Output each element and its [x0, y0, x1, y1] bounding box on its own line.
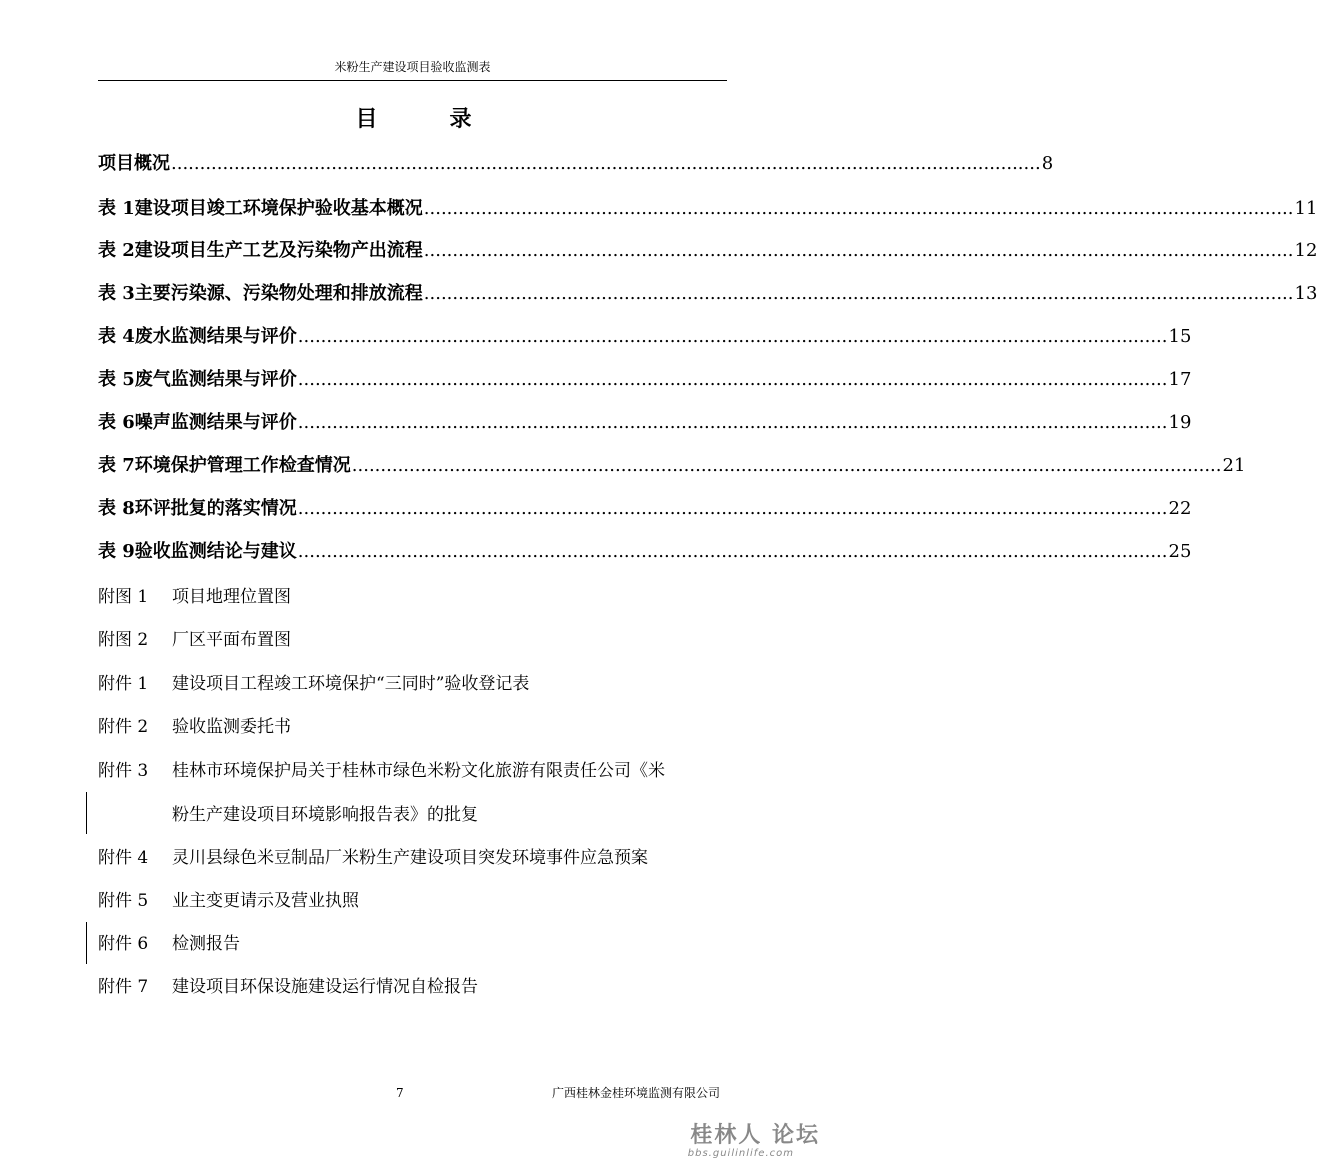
toc-entry[interactable]	[98, 278, 1317, 310]
toc-leader-dots: ........................................................................................................................................................	[351, 455, 1222, 476]
toc-entry-label: 项目概况	[98, 153, 170, 174]
toc-title-left: 目	[355, 106, 378, 132]
toc-entry[interactable]	[98, 321, 1192, 353]
toc-entry-page: 12	[1294, 240, 1317, 261]
toc-entry-label: 建设项目竣工环境保护验收基本概况	[134, 198, 423, 219]
attachment-label: 附图 2	[98, 630, 149, 650]
header-rule	[98, 80, 727, 81]
attachment-text: 桂林市环境保护局关于桂林市绿色米粉文化旅游有限责任公司《米	[172, 761, 665, 781]
toc-leader-dots: ........................................................................................................................................................	[423, 198, 1294, 219]
toc-entry-number: 表 8	[98, 498, 135, 519]
toc-leader-dots: ........................................................................................................................................................	[297, 541, 1168, 562]
attachment-text-continued: 粉生产建设项目环境影响报告表》的批复	[172, 805, 478, 825]
toc-entry-label: 环境保护管理工作检查情况	[134, 455, 351, 476]
toc-entry-label: 噪声监测结果与评价	[134, 412, 297, 433]
toc-entry[interactable]	[98, 493, 1192, 525]
toc-entry[interactable]	[98, 364, 1192, 396]
attachment-text: 建设项目工程竣工环境保护“三同时”验收登记表	[172, 674, 530, 694]
toc-entry-page: 22	[1168, 498, 1192, 519]
attachment-text: 建设项目环保设施建设运行情况自检报告	[172, 977, 478, 997]
toc-entry-page: 21	[1222, 455, 1246, 476]
attachment-item	[98, 712, 738, 742]
attachment-label: 附件 3	[98, 761, 149, 781]
attachment-text: 项目地理位置图	[172, 587, 291, 607]
attachment-text: 验收监测委托书	[172, 717, 291, 737]
toc-entry-number: 表 7	[98, 455, 135, 476]
toc-entry-label: 废气监测结果与评价	[134, 369, 297, 390]
toc-leader-dots: ........................................................................................................................................................	[297, 498, 1168, 519]
attachment-item	[98, 582, 738, 612]
page-number: 7	[396, 1086, 404, 1100]
attachment-item	[98, 756, 738, 830]
toc-entry-label: 验收监测结论与建议	[134, 541, 297, 562]
toc-entry[interactable]	[98, 536, 1192, 568]
toc-entry-number: 表 2	[98, 240, 135, 261]
footer-company: 广西桂林金桂环境监测有限公司	[552, 1086, 721, 1100]
toc-entry-label: 建设项目生产工艺及污染物产出流程	[134, 240, 423, 261]
toc-entry-label: 环评批复的落实情况	[134, 498, 297, 519]
toc-entry[interactable]	[98, 407, 1192, 439]
revision-change-bar	[86, 922, 87, 964]
toc-entry-number: 表 9	[98, 541, 135, 562]
toc-entry-label: 主要污染源、污染物处理和排放流程	[134, 283, 423, 304]
toc-leader-dots: ........................................................................................................................................................	[423, 240, 1294, 261]
attachment-label: 附件 4	[98, 848, 149, 868]
attachment-item	[98, 929, 738, 959]
toc-entry-page: 25	[1168, 541, 1192, 562]
toc-entry-number: 表 6	[98, 412, 135, 433]
toc-entry-page: 17	[1168, 369, 1192, 390]
watermark-main: 桂林人 论坛	[690, 1123, 820, 1148]
toc-entry[interactable]	[98, 148, 1054, 180]
toc-entry-number: 表 3	[98, 283, 135, 304]
watermark-sub: bbs.guilinlife.com	[687, 1148, 794, 1159]
toc-entry-page: 15	[1168, 326, 1192, 347]
attachment-item	[98, 972, 738, 1002]
attachment-label: 附件 6	[98, 934, 149, 954]
toc-entry[interactable]	[98, 450, 1246, 482]
toc-entry-page: 11	[1294, 198, 1317, 219]
toc-leader-dots: ........................................................................................................................................................	[423, 283, 1294, 304]
attachment-label: 附件 7	[98, 977, 149, 997]
toc-entry-number: 表 5	[98, 369, 135, 390]
attachment-item	[98, 843, 738, 873]
attachment-item	[98, 669, 738, 699]
running-header: 米粉生产建设项目验收监测表	[334, 60, 491, 74]
attachment-label: 附件 5	[98, 891, 149, 911]
toc-entry-label: 废水监测结果与评价	[134, 326, 297, 347]
toc-entry[interactable]	[98, 193, 1317, 225]
toc-entry-number: 表 1	[98, 198, 135, 219]
attachment-text: 灵川县绿色米豆制品厂米粉生产建设项目突发环境事件应急预案	[172, 848, 648, 868]
attachment-text: 业主变更请示及营业执照	[172, 891, 359, 911]
attachment-text: 检测报告	[172, 934, 240, 954]
forum-watermark	[620, 1124, 820, 1164]
toc-leader-dots: ........................................................................................................................................................	[297, 412, 1168, 433]
attachment-label: 附图 1	[98, 587, 149, 607]
toc-leader-dots: ........................................................................................................................................................	[297, 369, 1168, 390]
toc-entry[interactable]	[98, 235, 1317, 267]
attachment-label: 附件 1	[98, 674, 149, 694]
toc-leader-dots: ........................................................................................................................................................	[297, 326, 1168, 347]
toc-entry-page: 13	[1294, 283, 1317, 304]
toc-leader-dots: ........................................................................................................................................................	[171, 153, 1041, 174]
toc-title	[0, 104, 827, 134]
attachment-item	[98, 625, 738, 655]
toc-title-right: 录	[449, 106, 472, 132]
attachment-item	[98, 886, 738, 916]
revision-change-bar	[86, 792, 87, 834]
attachment-label: 附件 2	[98, 717, 149, 737]
toc-entry-page: 8	[1041, 153, 1054, 174]
attachment-text: 厂区平面布置图	[172, 630, 291, 650]
toc-entry-page: 19	[1168, 412, 1192, 433]
toc-entry-number: 表 4	[98, 326, 135, 347]
